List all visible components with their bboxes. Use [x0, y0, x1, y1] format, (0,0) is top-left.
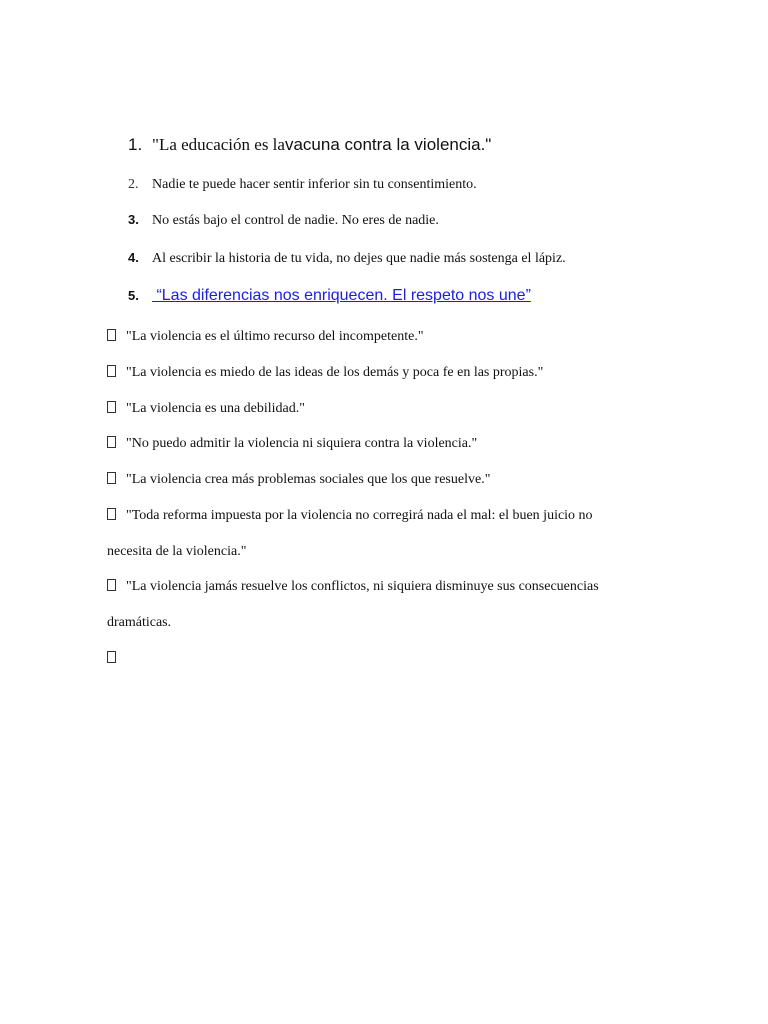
bullet-text: "La violencia crea más problemas sociales que los que resuelve.": [126, 472, 491, 487]
quote-text: Al escribir la historia de tu vida, no dejes que nadie más sostenga el lápiz.: [152, 251, 566, 266]
bullet-continuation: necesita de la violencia.": [107, 544, 247, 559]
missing-glyph-icon: [107, 579, 116, 591]
list-number: 3.: [128, 212, 139, 227]
quote-link[interactable]: “Las diferencias nos enriquecen. El respeto nos une”: [152, 287, 531, 304]
list-item: [128, 177, 477, 193]
quote-text: Nadie te puede hacer sentir inferior sin tu consentimiento.: [152, 177, 477, 192]
missing-glyph-icon: [107, 472, 116, 484]
bullet-item: [107, 436, 477, 452]
missing-glyph-icon: [107, 651, 116, 663]
bullet-text: "La violencia es una debilidad.": [126, 401, 305, 416]
missing-glyph-icon: [107, 508, 116, 520]
bullet-text: "La violencia es el último recurso del incompetente.": [126, 329, 424, 344]
quote-text: No estás bajo el control de nadie. No eres de nadie.: [152, 213, 439, 228]
quote-text-sans: vacuna contra la violencia.": [284, 135, 492, 154]
missing-glyph-icon: [107, 329, 116, 341]
list-number: 4.: [128, 250, 139, 265]
bullet-text: "La violencia es miedo de las ideas de los demás y poca fe en las propias.": [126, 365, 544, 380]
bullet-text: "No puedo admitir la violencia ni siquiera contra la violencia.": [126, 436, 478, 451]
list-number: 2.: [128, 177, 139, 192]
bullet-text: "Toda reforma impuesta por la violencia no corregirá nada el mal: el buen juicio no: [126, 508, 593, 523]
bullet-continuation: dramáticas.: [107, 615, 172, 630]
missing-glyph-icon: [107, 436, 116, 448]
list-item: [128, 135, 491, 155]
list-item: [128, 212, 439, 229]
missing-glyph-icon: [107, 401, 116, 413]
missing-glyph-icon: [107, 365, 116, 377]
list-number: 5.: [128, 288, 139, 303]
bullet-item: [107, 472, 490, 488]
list-number: 1.: [128, 135, 143, 154]
list-item: [128, 250, 566, 267]
bullet-item: [107, 329, 424, 345]
list-item: [128, 287, 531, 305]
bullet-item: [107, 579, 599, 595]
bullet-text: "La violencia jamás resuelve los conflictos, ni siquiera disminuye sus consecuencias: [126, 579, 599, 594]
quote-text-serif: "La educación es la: [152, 135, 285, 154]
bullet-item: [107, 651, 126, 667]
bullet-item: [107, 365, 543, 381]
bullet-item: [107, 401, 305, 417]
bullet-item: [107, 508, 593, 524]
